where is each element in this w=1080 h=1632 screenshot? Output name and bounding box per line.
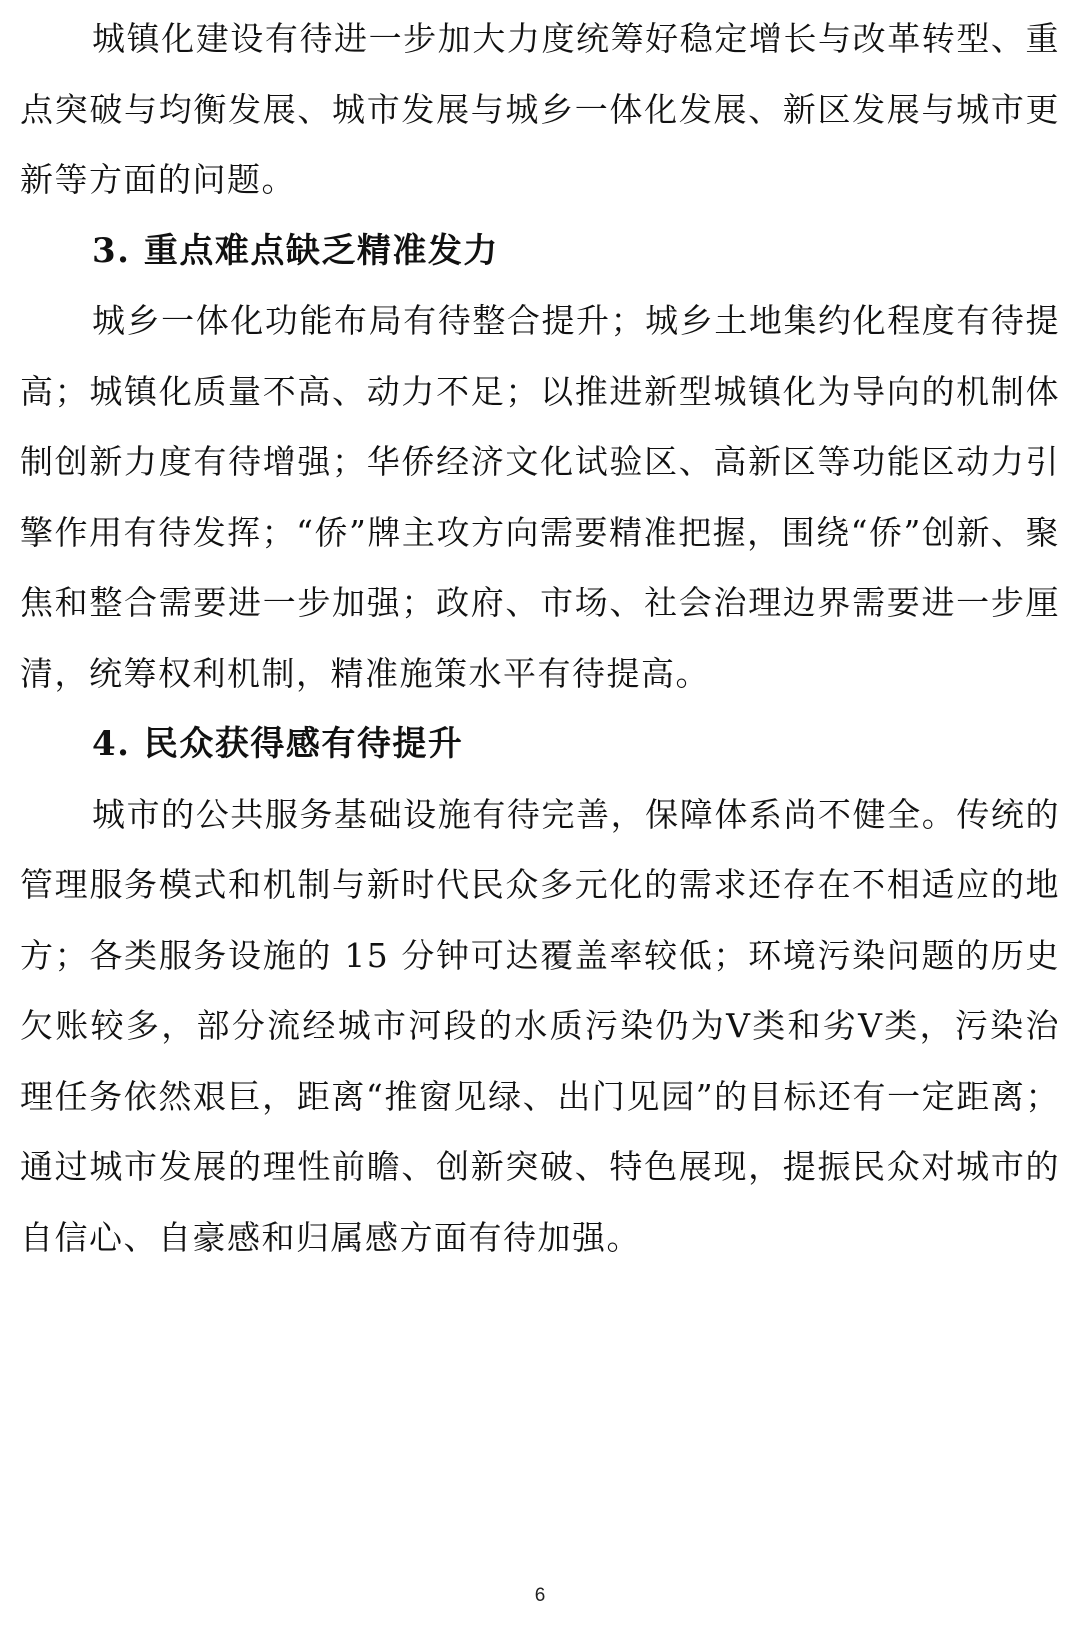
paragraph-public-services: 城市的公共服务基础设施有待完善，保障体系尚不健全。传统的管理服务模式和机制与新时代民众多元化的需求还存在不相适应的地方；各类服务设施的 15 分钟可达覆盖率较低；环境污染问题的历史欠账较多，部分流经城市河段的水质污染仍为Ⅴ类和劣Ⅴ类，污染治理任务依然艰巨，距离“推窗见绿、出门见园”的目标还有一定距离；通过城市发展的理性前瞻、创新突破、特色展现，提振民众对城市的自信心、自豪感和归属感方面有待加强。 — [20, 794, 1060, 1257]
page-number: 6 — [534, 1585, 546, 1606]
section-heading-4: 4. 民众获得感有待提升 — [92, 724, 464, 764]
section-heading-3: 3. 重点难点缺乏精准发力 — [92, 230, 499, 271]
paragraph-key-difficulties: 城乡一体化功能布局有待整合提升；城乡土地集约化程度有待提高；城镇化质量不高、动力不足；以推进新型城镇化为导向的机制体制创新力度有待增强；华侨经济文化试验区、高新区等功能区动力引擎作用有待发挥；“侨”牌主攻方向需要精准把握，围绕“侨”创新、聚焦和整合需要进一步加强；政府、市场、社会治理边界需要进一步厘清，统筹权利机制，精准施策水平有待提高。 — [20, 301, 1060, 693]
paragraph-urbanization-coordination: 城镇化建设有待进一步加大力度统筹好稳定增长与改革转型、重点突破与均衡发展、城市发展与城乡一体化发展、新区发展与城市更新等方面的问题。 — [20, 19, 1060, 199]
document-body — [20, 4, 1060, 1273]
